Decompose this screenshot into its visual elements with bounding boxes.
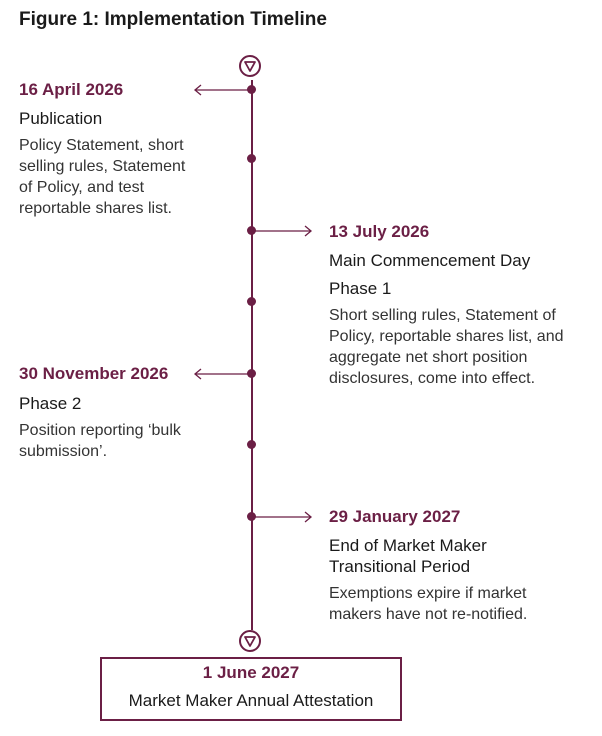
event-description: Short selling rules, Statement of Policy, reportable shares list, and aggregate net short position disclosures, come into effect. [329,307,564,387]
event-date: 30 November 2026 [19,364,169,383]
event-subheading: Phase 1 [329,279,392,298]
event-description: Position reporting ‘bulk submission’. [19,422,181,460]
timeline-dot [247,297,256,306]
event-date: 29 January 2027 [329,507,461,526]
event-description: Exemptions expire if market makers have not re-notified. [329,585,528,623]
event-description: Policy Statement, short selling rules, Statement of Policy, and test reportable shares list. [19,137,186,217]
arrow-left-icon [193,83,249,97]
timeline-dot [247,154,256,163]
final-milestone-box [100,657,402,721]
event-heading: End of Market Maker Transitional Period [329,536,487,576]
final-date: 1 June 2027 [202,663,300,682]
event-heading: Main Commencement Day [329,251,531,270]
triangle-down-icon [239,55,261,77]
figure-title: Figure 1: Implementation Timeline [19,9,327,30]
event-heading: Phase 2 [19,394,82,413]
final-heading: Market Maker Annual Attestation [128,691,374,710]
arrow-right-icon [255,510,313,524]
event-date: 13 July 2026 [329,222,430,241]
event-date: 16 April 2026 [19,80,124,99]
arrow-left-icon [193,367,249,381]
timeline-dot [247,440,256,449]
arrow-right-icon [255,224,313,238]
event-heading: Publication [19,109,103,128]
triangle-down-icon [239,630,261,652]
